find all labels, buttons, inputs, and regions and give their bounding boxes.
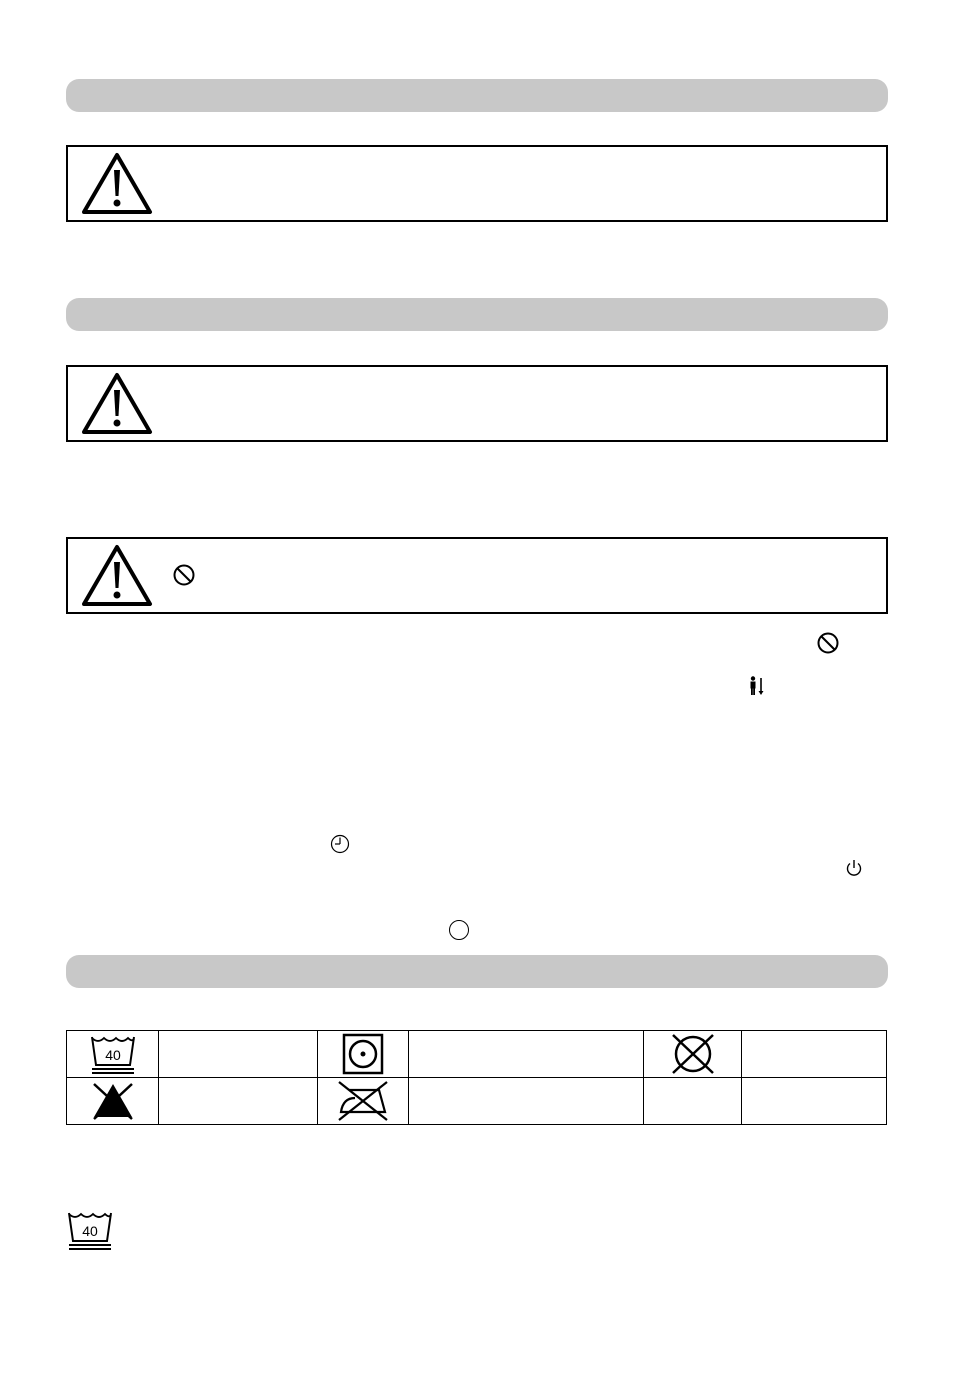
wash-temperature-label: 40 [104,1047,121,1063]
person-height-icon [748,676,766,696]
care-text-cell [409,1078,644,1125]
care-symbol-cell [318,1031,409,1078]
wash-40-icon [66,1210,114,1257]
warning-box-3 [66,537,888,614]
power-icon [845,858,863,878]
table-row [67,1078,887,1125]
care-text-cell [409,1031,644,1078]
do-not-bleach-icon [91,1081,135,1121]
care-symbols-table [66,1030,887,1125]
warning-box-1 [66,145,888,222]
care-symbol-cell [318,1078,409,1125]
do-not-dry-clean-icon [668,1033,718,1075]
section-header-band-2 [66,298,888,331]
care-symbol-cell [644,1078,742,1125]
care-text-cell [742,1078,887,1125]
section-header-band-3 [66,955,888,988]
tumble-dry-icon [342,1033,384,1075]
warning-triangle-icon [80,150,154,216]
prohibited-icon [172,563,196,587]
circle-icon [448,919,470,941]
care-text-cell [742,1031,887,1078]
prohibited-icon [816,631,840,655]
table-row [67,1031,887,1078]
warning-triangle-icon [80,542,154,608]
warning-box-2 [66,365,888,442]
warning-triangle-icon [80,370,154,436]
care-symbol-cell [67,1031,159,1078]
clock-icon [330,834,350,854]
do-not-iron-icon [335,1080,391,1122]
care-text-cell [159,1031,318,1078]
section-header-band-1 [66,79,888,112]
care-symbol-cell [67,1078,159,1125]
care-symbol-cell [644,1031,742,1078]
care-text-cell [159,1078,318,1125]
wash-temperature-label: 40 [82,1223,98,1239]
wash-40-icon [89,1034,137,1074]
